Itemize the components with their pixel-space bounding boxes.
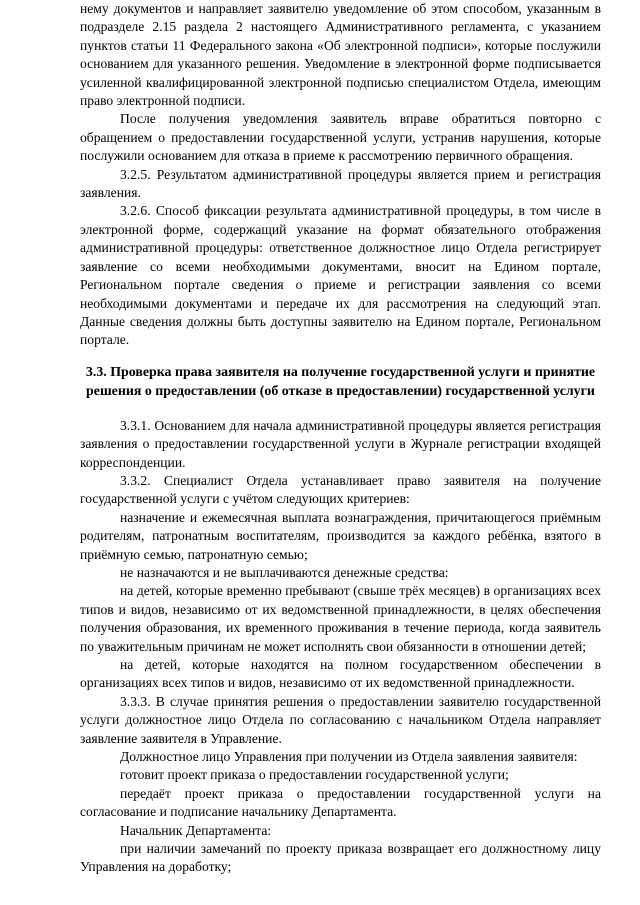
paragraph-3-3-2: 3.3.2. Специалист Отдела устанавливает право заявителя на получение государственной услуги с учётом следующих критериев:	[80, 472, 601, 507]
paragraph-prepare-order: готовит проект приказа о предоставлении государственной услуги;	[120, 767, 509, 783]
paragraph-criteria-not-paid: не назначаются и не выплачиваются денежные средства:	[120, 564, 449, 580]
paragraph-official: Должностное лицо Управления при получении из Отдела заявления заявителя:	[120, 749, 578, 765]
paragraph-3-3-1: 3.3.1. Основанием для начала административной процедуры является регистрация заявления о предоставлении государственной услуги в Журнале регистрации входящей корреспонденции.	[80, 417, 601, 470]
paragraph-transfer-order: передаёт проект приказа о предоставлении государственной услуги на согласование и подписание начальнику Департамента.	[80, 785, 601, 820]
document-page	[80, 0, 601, 905]
paragraph-3-3-3: 3.3.3. В случае принятия решения о предоставлении заявителю государственной услуги должностное лицо Отдела по согласованию с начальником Отдела направляет заявление заявителя в Управление.	[80, 693, 601, 746]
spacer	[80, 350, 601, 363]
paragraph-department-head: Начальник Департамента:	[120, 822, 272, 838]
paragraph-3-2-5: 3.2.5. Результатом административной процедуры является прием и регистрация заявления.	[80, 166, 601, 201]
section-heading-3-3: 3.3. Проверка права заявителя на получение государственной услуги и принятие решения о предоставлении (об отказе в предоставлении) государственной услуги	[85, 364, 596, 399]
paragraph-notice: нему документов и направляет заявителю уведомление об этом способом, указанным в подразделе 2.15 раздела 2 настоящего Административного регламента, с указанием пунктов статьи 11 Федерального закона «Об электронной подписи», которые послужили основанием для указанного решения. Уведомление в электронной форме подписывается усиленной квалифицированной электронной подписью специалистом Отдела, имеющим право электронной подписи.	[80, 1, 601, 109]
paragraph-after-notice: После получения уведомления заявитель вправе обратиться повторно с обращением о предоставлении государственной услуги, устранив нарушения, которые послужили основанием для отказа в приеме к рассмотрению первичного обращения.	[80, 111, 601, 164]
spacer	[80, 401, 601, 417]
paragraph-criteria-payment: назначение и ежемесячная выплата вознаграждения, причитающегося приёмным родителям, патронатным воспитателям, производится за каждого ребёнка, взятого в приёмную семью, патронатную семью;	[80, 509, 601, 562]
paragraph-criteria-temporary: на детей, которые временно пребывают (свыше трёх месяцев) в организациях всех типов и видов, независимо от их ведомственной принадлежности, в целях обеспечения получения образования, их временного проживания в течение периода, когда заявитель по уважительным причинам не может исполнять свои обязанности в отношении детей;	[80, 583, 601, 654]
paragraph-criteria-full-support: на детей, которые находятся на полном государственном обеспечении в организациях всех типов и видов, независимо от их ведомственной принадлежности.	[80, 657, 601, 691]
paragraph-remarks: при наличии замечаний по проекту приказа возвращает его должностному лицу Управления на доработку;	[80, 841, 601, 875]
paragraph-3-2-6: 3.2.6. Способ фиксации результата административной процедуры, в том числе в электронной форме, содержащий указание на формат обязательного отображения административной процедуры: ответственное должностное лицо Отдела регистрирует заявление со всеми необходимыми документами, вносит на Едином портале, Региональном портале сведения о приеме и регистрации заявления со всеми необходимыми документами и передаче их для рассмотрения на следующий этап. Данные сведения должны быть доступны заявителю на Едином портале, Региональном портале.	[80, 203, 601, 348]
